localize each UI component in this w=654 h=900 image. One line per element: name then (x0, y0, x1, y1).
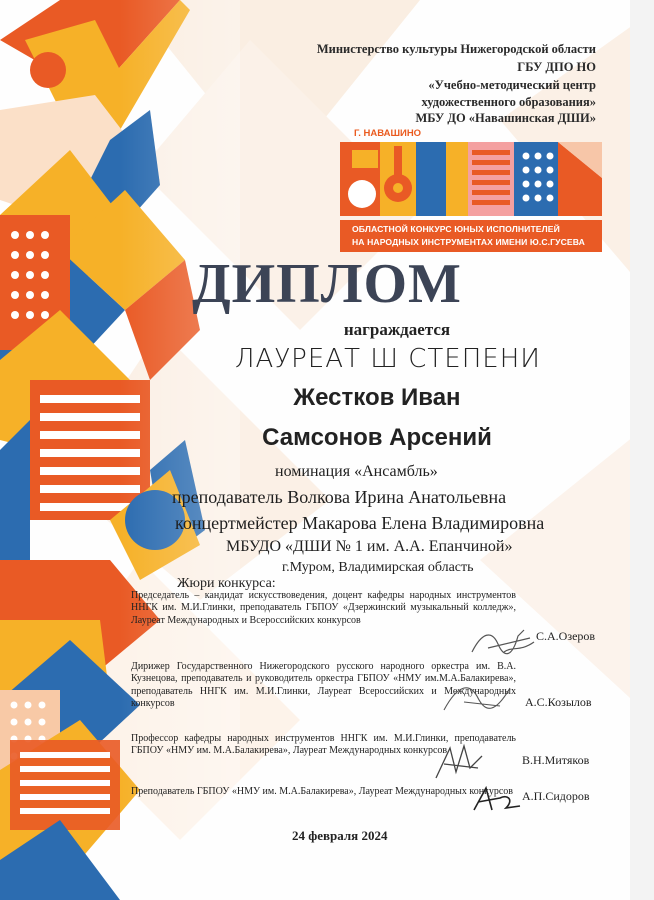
jury-member-1-description: Председатель – кандидат искусствоведения, доцент кафедры народных инструментов ННГК им. М.И.Глинки, преподаватель ГБПОУ «Дзержинский музыкальный колледж», Лауреат Международных и Всероссийских конкурсов (131, 590, 516, 626)
jury-member-1-name: С.А.Озеров (536, 629, 596, 643)
jury-heading: Жюри конкурса: (177, 576, 276, 591)
diploma-title: ДИПЛОМ (192, 253, 462, 315)
header-school: МБУ ДО «Навашинская ДШИ» (415, 111, 596, 125)
laureate-handwritten: ЛАУРЕАТ Ш СТЕПЕНИ (235, 344, 541, 374)
signature-2 (440, 678, 520, 718)
winner-name-1: Жестков Иван (293, 384, 461, 411)
header-center-line2: художественного образования» (421, 95, 596, 109)
school-name: МБУДО «ДШИ № 1 им. А.А. Епанчиной» (226, 538, 513, 555)
signature-4 (470, 780, 525, 820)
jury-member-3-name: В.Н.Митяков (522, 753, 590, 767)
awarded-caption: награждается (343, 320, 451, 339)
jury-member-2-description: Дирижер Государственного Нижегородского русского народного оркестра им. В.А. Кузнецова, преподаватель и руководитель оркестра ГБПОУ «НМУ им.М.А.Балакирева», преподаватель ННГК им. М.И.Глинки, Лауреат Всероссийских и Международных конкурсов (131, 661, 516, 710)
header-center-line1: «Учебно-методический центр (428, 78, 596, 92)
winner-name-2: Самсонов Арсений (262, 424, 492, 451)
school-city: г.Муром, Владимирская область (282, 560, 474, 575)
instruments-illustration (340, 128, 602, 220)
accompanist: концертмейстер Макарова Елена Владимировна (175, 513, 545, 533)
header-ministry: Министерство культуры Нижегородской области (316, 42, 596, 56)
header-org: ГБУ ДПО НО (517, 60, 596, 74)
issue-date: 24 февраля 2024 (292, 828, 388, 843)
logo-line-2: НА НАРОДНЫХ ИНСТРУМЕНТАХ ИМЕНИ Ю.С.ГУСЕВА (352, 237, 585, 247)
logo-banner (340, 220, 602, 252)
logo-line-1: ОБЛАСТНОЙ КОНКУРС ЮНЫХ ИСПОЛНИТЕЛЕЙ (352, 224, 560, 234)
jury-member-2-name: А.С.Козылов (525, 695, 592, 709)
jury-member-4-name: А.П.Сидоров (522, 789, 590, 803)
jury-member-3-description: Профессор кафедры народных инструментов ННГК им. М.И.Глинки, преподаватель ГБПОУ «НМУ им. М.А.Балакирева», Лауреат Международных конкурсов (131, 733, 516, 757)
nomination: номинация «Ансамбль» (275, 463, 438, 480)
signature-1 (468, 622, 538, 662)
contest-logo (340, 128, 602, 252)
logo-city: Г. НАВАШИНО (354, 128, 422, 139)
jury-member-4-description: Преподаватель ГБПОУ «НМУ им. М.А.Балакирева», Лауреат Международных конкурсов (131, 786, 513, 797)
teacher: преподаватель Волкова Ирина Анатольевна (172, 487, 507, 507)
